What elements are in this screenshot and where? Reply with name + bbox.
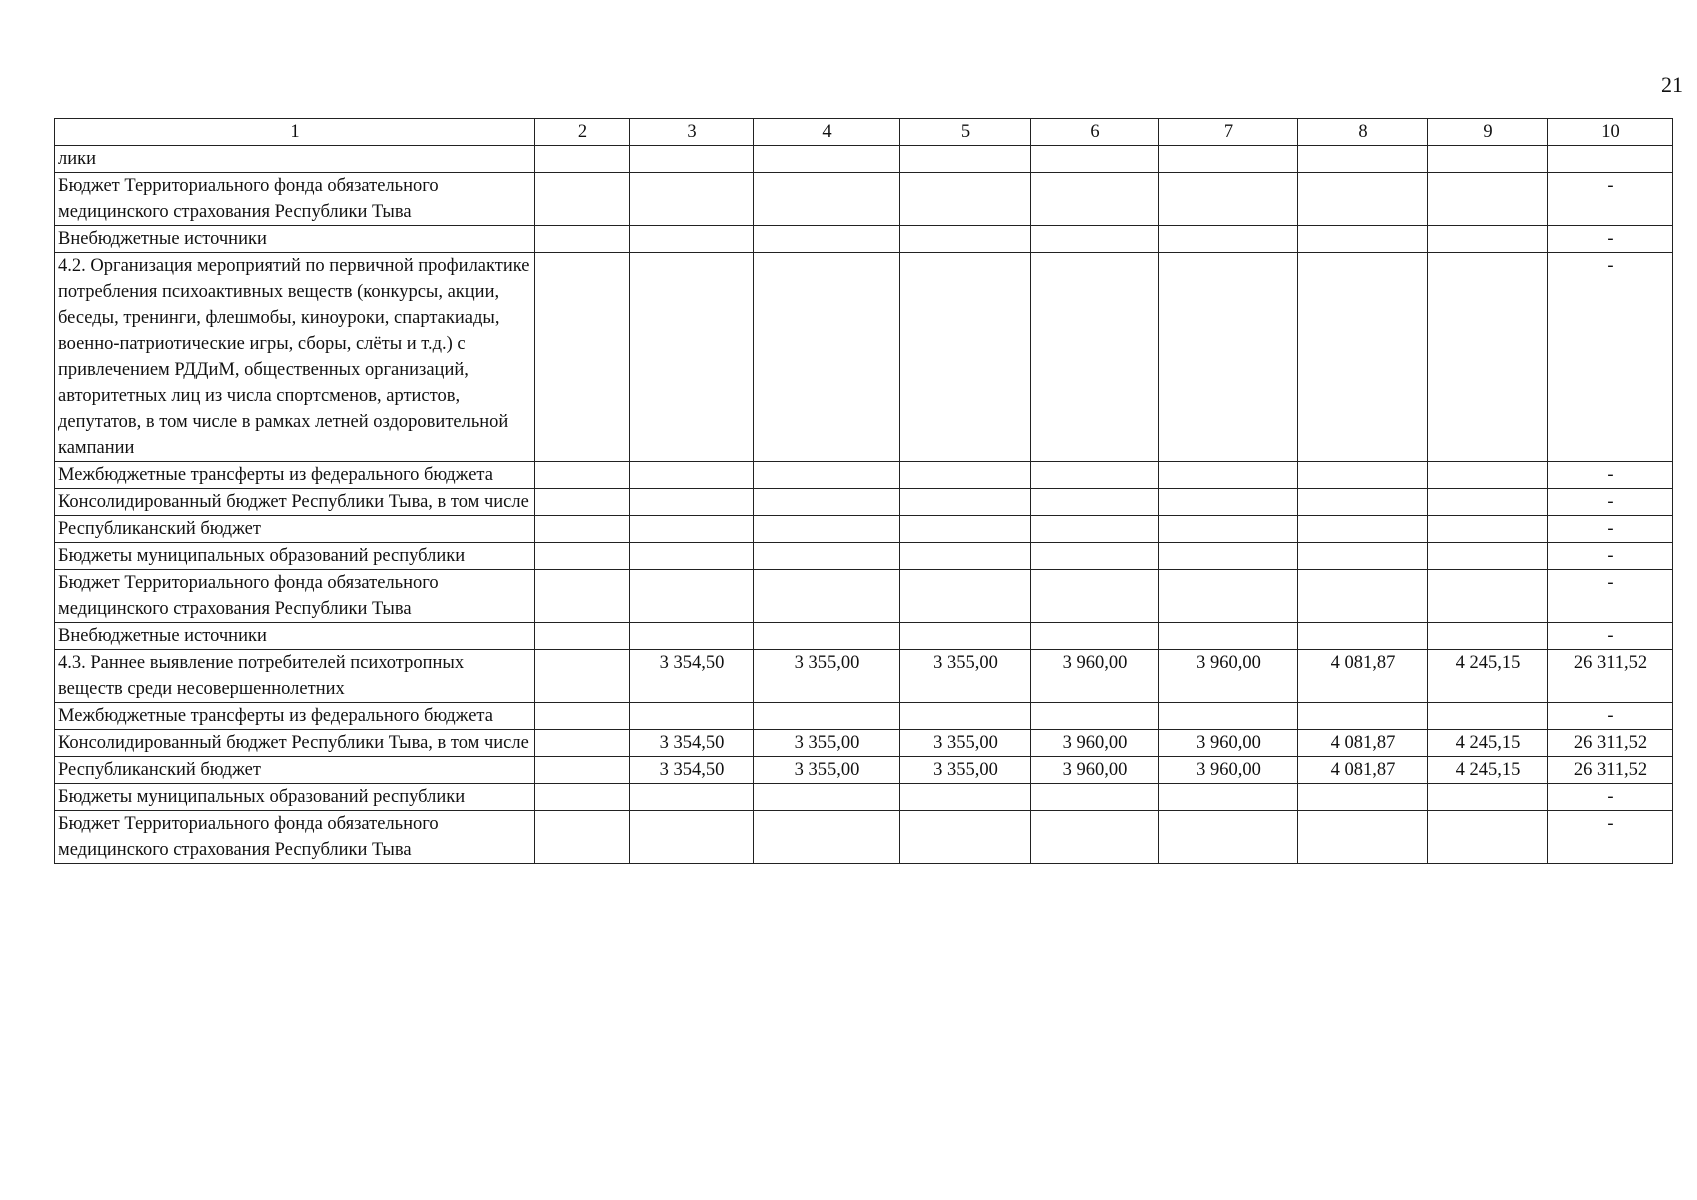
value-cell xyxy=(535,543,630,570)
table-row xyxy=(55,146,1673,173)
value-cell xyxy=(900,570,1031,623)
value-cell xyxy=(535,730,630,757)
value-cell xyxy=(1298,570,1428,623)
row-label: Консолидированный бюджет Республики Тыва, в том числе xyxy=(55,489,535,516)
table-row xyxy=(55,757,1673,784)
table-row xyxy=(55,253,1673,462)
value-cell xyxy=(535,226,630,253)
value-cell xyxy=(1428,703,1548,730)
value-cell: 3 355,00 xyxy=(754,757,900,784)
value-cell xyxy=(1428,784,1548,811)
value-cell: 3 960,00 xyxy=(1159,757,1298,784)
header-cell: 5 xyxy=(900,119,1031,146)
page-number: 21 xyxy=(1661,72,1683,97)
value-cell xyxy=(900,253,1031,462)
value-cell xyxy=(630,703,754,730)
header-cell: 10 xyxy=(1548,119,1673,146)
value-cell: 4 245,15 xyxy=(1428,730,1548,757)
value-cell xyxy=(754,623,900,650)
value-cell xyxy=(1159,489,1298,516)
value-cell xyxy=(630,146,754,173)
value-cell: 3 354,50 xyxy=(630,730,754,757)
value-cell xyxy=(900,146,1031,173)
value-cell xyxy=(1159,543,1298,570)
value-cell xyxy=(1298,516,1428,543)
value-cell: 4 081,87 xyxy=(1298,650,1428,703)
value-cell xyxy=(754,570,900,623)
value-cell xyxy=(754,703,900,730)
value-cell: 3 355,00 xyxy=(754,730,900,757)
value-cell: 3 960,00 xyxy=(1031,757,1159,784)
header-cell: 7 xyxy=(1159,119,1298,146)
value-cell xyxy=(630,173,754,226)
value-cell xyxy=(754,784,900,811)
value-cell: 3 960,00 xyxy=(1031,730,1159,757)
header-cell: 4 xyxy=(754,119,900,146)
table-row xyxy=(55,703,1673,730)
value-cell xyxy=(900,226,1031,253)
value-cell: 26 311,52 xyxy=(1548,730,1673,757)
value-cell xyxy=(630,543,754,570)
value-cell xyxy=(1031,703,1159,730)
value-cell xyxy=(630,462,754,489)
value-cell xyxy=(1031,462,1159,489)
value-cell xyxy=(1031,570,1159,623)
row-label: Внебюджетные источники xyxy=(55,226,535,253)
row-label: Бюджеты муниципальных образований республики xyxy=(55,784,535,811)
value-cell xyxy=(1159,253,1298,462)
value-cell xyxy=(754,543,900,570)
table-row xyxy=(55,226,1673,253)
value-cell: 3 354,50 xyxy=(630,757,754,784)
value-cell xyxy=(1298,623,1428,650)
value-cell: 3 960,00 xyxy=(1159,650,1298,703)
value-cell: 3 960,00 xyxy=(1159,730,1298,757)
table-body xyxy=(55,119,1673,864)
row-label: Межбюджетные трансферты из федерального бюджета xyxy=(55,703,535,730)
value-cell xyxy=(1031,811,1159,864)
value-cell xyxy=(900,811,1031,864)
value-cell xyxy=(1031,543,1159,570)
table-row xyxy=(55,784,1673,811)
value-cell xyxy=(1031,784,1159,811)
value-cell: 26 311,52 xyxy=(1548,650,1673,703)
value-cell xyxy=(535,650,630,703)
value-cell xyxy=(754,489,900,516)
row-label: Бюджет Территориального фонда обязательного медицинского страхования Республики Тыва xyxy=(55,173,535,226)
table-row xyxy=(55,173,1673,226)
value-cell: 3 355,00 xyxy=(900,650,1031,703)
value-cell xyxy=(1298,489,1428,516)
budget-table xyxy=(54,118,1673,864)
value-cell xyxy=(754,173,900,226)
value-cell xyxy=(1298,703,1428,730)
table-row xyxy=(55,516,1673,543)
value-cell xyxy=(1428,623,1548,650)
value-cell xyxy=(1298,811,1428,864)
table-row xyxy=(55,462,1673,489)
value-cell xyxy=(630,516,754,543)
header-cell: 8 xyxy=(1298,119,1428,146)
row-label: Бюджет Территориального фонда обязательного медицинского страхования Республики Тыва xyxy=(55,570,535,623)
row-label: лики xyxy=(55,146,535,173)
row-label: 4.3. Раннее выявление потребителей психотропных веществ среди несовершеннолетних xyxy=(55,650,535,703)
value-cell: 4 245,15 xyxy=(1428,757,1548,784)
header-cell: 9 xyxy=(1428,119,1548,146)
value-cell xyxy=(1031,623,1159,650)
value-cell xyxy=(900,623,1031,650)
value-cell xyxy=(1159,173,1298,226)
value-cell xyxy=(1298,173,1428,226)
row-label: Межбюджетные трансферты из федерального бюджета xyxy=(55,462,535,489)
table-row xyxy=(55,570,1673,623)
value-cell xyxy=(1428,462,1548,489)
value-cell xyxy=(900,784,1031,811)
value-cell xyxy=(1031,253,1159,462)
value-cell xyxy=(1428,489,1548,516)
value-cell: - xyxy=(1548,226,1673,253)
value-cell xyxy=(1298,543,1428,570)
value-cell xyxy=(535,173,630,226)
value-cell: 4 081,87 xyxy=(1298,730,1428,757)
value-cell xyxy=(630,489,754,516)
value-cell xyxy=(630,253,754,462)
row-label: Республиканский бюджет xyxy=(55,516,535,543)
header-row xyxy=(55,119,1673,146)
value-cell xyxy=(1548,146,1673,173)
value-cell xyxy=(1428,811,1548,864)
table-row xyxy=(55,489,1673,516)
value-cell: - xyxy=(1548,784,1673,811)
value-cell xyxy=(1159,226,1298,253)
value-cell xyxy=(535,623,630,650)
value-cell: - xyxy=(1548,543,1673,570)
value-cell xyxy=(754,811,900,864)
table-row xyxy=(55,623,1673,650)
value-cell xyxy=(535,146,630,173)
value-cell: - xyxy=(1548,811,1673,864)
value-cell xyxy=(1298,226,1428,253)
value-cell xyxy=(1031,226,1159,253)
table-row xyxy=(55,650,1673,703)
value-cell xyxy=(535,516,630,543)
header-cell: 1 xyxy=(55,119,535,146)
value-cell xyxy=(1298,462,1428,489)
value-cell xyxy=(900,489,1031,516)
value-cell xyxy=(1428,226,1548,253)
header-cell: 2 xyxy=(535,119,630,146)
value-cell: - xyxy=(1548,253,1673,462)
value-cell xyxy=(1159,146,1298,173)
value-cell xyxy=(1159,784,1298,811)
row-label: Внебюджетные источники xyxy=(55,623,535,650)
value-cell xyxy=(900,703,1031,730)
value-cell xyxy=(535,757,630,784)
value-cell xyxy=(754,146,900,173)
value-cell xyxy=(1031,516,1159,543)
value-cell: 4 081,87 xyxy=(1298,757,1428,784)
table-row xyxy=(55,730,1673,757)
value-cell: 3 355,00 xyxy=(900,730,1031,757)
header-cell: 3 xyxy=(630,119,754,146)
value-cell xyxy=(754,516,900,543)
value-cell xyxy=(1159,516,1298,543)
value-cell xyxy=(754,253,900,462)
table-row xyxy=(55,543,1673,570)
row-label: Республиканский бюджет xyxy=(55,757,535,784)
value-cell xyxy=(630,811,754,864)
value-cell xyxy=(1428,570,1548,623)
budget-table-container xyxy=(54,118,1672,864)
value-cell xyxy=(630,226,754,253)
value-cell xyxy=(1428,253,1548,462)
row-label: 4.2. Организация мероприятий по первичной профилактике потребления психоактивных веществ (конкурсы, акции, беседы, тренинги, флешмобы, киноуроки, спартакиады, военно-патриотические игры, сборы, слёты и т.д.) с привлечением РДДиМ, общественных организаций, авторитетных лиц из числа спортсменов, артистов, депутатов, в том числе в рамках летней оздоровительной кампании xyxy=(55,253,535,462)
value-cell: - xyxy=(1548,570,1673,623)
row-label: Бюджеты муниципальных образований республики xyxy=(55,543,535,570)
row-label: Консолидированный бюджет Республики Тыва, в том числе xyxy=(55,730,535,757)
value-cell xyxy=(754,226,900,253)
value-cell xyxy=(1159,703,1298,730)
value-cell: 4 245,15 xyxy=(1428,650,1548,703)
table-row xyxy=(55,811,1673,864)
value-cell xyxy=(535,784,630,811)
value-cell xyxy=(1298,784,1428,811)
value-cell xyxy=(1428,543,1548,570)
value-cell: 26 311,52 xyxy=(1548,757,1673,784)
value-cell xyxy=(754,462,900,489)
value-cell: 3 355,00 xyxy=(754,650,900,703)
value-cell xyxy=(1428,173,1548,226)
value-cell xyxy=(1031,146,1159,173)
value-cell: 3 960,00 xyxy=(1031,650,1159,703)
value-cell xyxy=(1428,516,1548,543)
value-cell xyxy=(535,703,630,730)
value-cell xyxy=(900,173,1031,226)
value-cell xyxy=(1298,146,1428,173)
value-cell xyxy=(1031,173,1159,226)
value-cell: - xyxy=(1548,623,1673,650)
value-cell xyxy=(1298,253,1428,462)
header-cell: 6 xyxy=(1031,119,1159,146)
value-cell: 3 355,00 xyxy=(900,757,1031,784)
value-cell: - xyxy=(1548,516,1673,543)
value-cell xyxy=(1428,146,1548,173)
value-cell: - xyxy=(1548,173,1673,226)
value-cell xyxy=(630,570,754,623)
row-label: Бюджет Территориального фонда обязательного медицинского страхования Республики Тыва xyxy=(55,811,535,864)
value-cell: - xyxy=(1548,703,1673,730)
value-cell xyxy=(900,462,1031,489)
value-cell xyxy=(1159,570,1298,623)
value-cell: 3 354,50 xyxy=(630,650,754,703)
value-cell xyxy=(535,570,630,623)
value-cell xyxy=(535,811,630,864)
value-cell xyxy=(900,516,1031,543)
value-cell xyxy=(1159,462,1298,489)
value-cell xyxy=(535,462,630,489)
value-cell: - xyxy=(1548,489,1673,516)
value-cell xyxy=(630,623,754,650)
value-cell xyxy=(900,543,1031,570)
value-cell xyxy=(1159,623,1298,650)
value-cell xyxy=(535,489,630,516)
value-cell xyxy=(630,784,754,811)
value-cell xyxy=(1159,811,1298,864)
value-cell xyxy=(1031,489,1159,516)
value-cell xyxy=(535,253,630,462)
value-cell: - xyxy=(1548,462,1673,489)
